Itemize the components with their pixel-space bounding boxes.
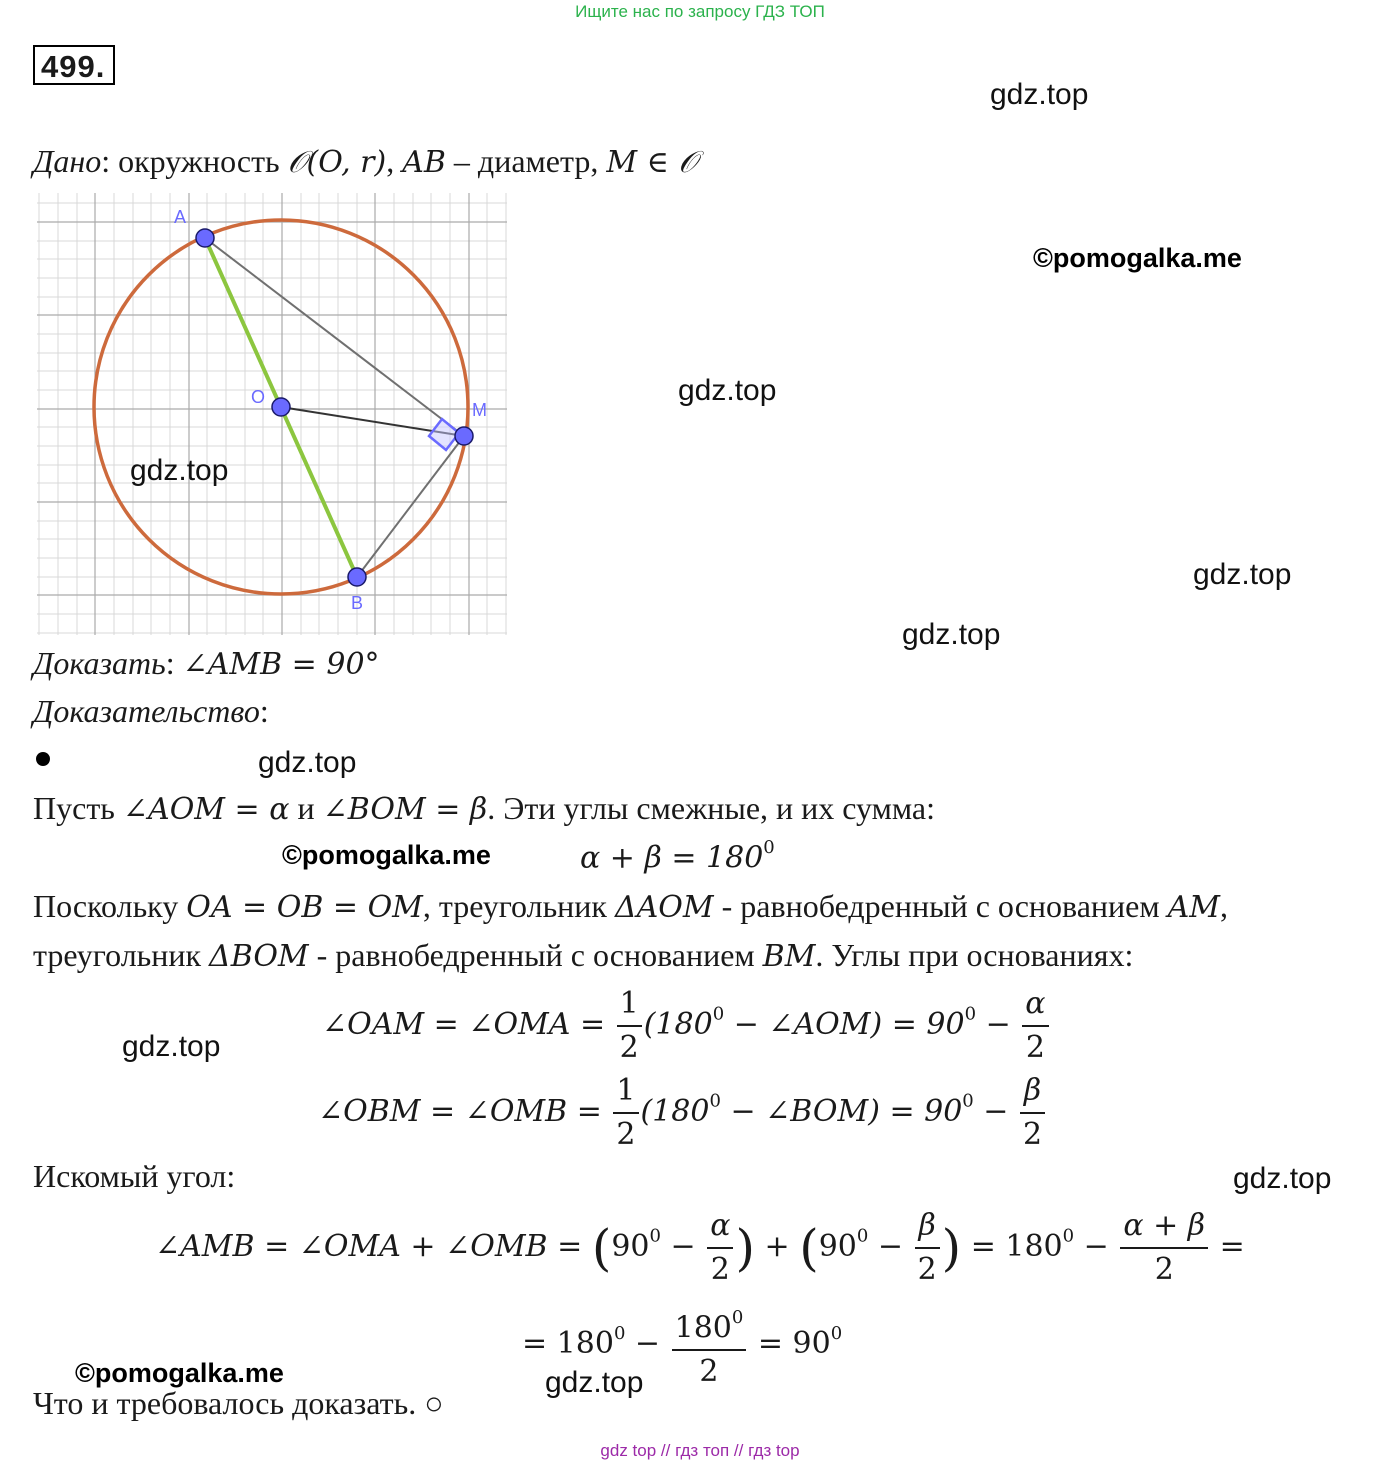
proof-colon: : [259, 693, 269, 729]
label-A: A [174, 207, 187, 227]
prove-line [33, 645, 380, 682]
watermark-gdz: gdz.top [1193, 558, 1292, 591]
superscript: 0 [1062, 1225, 1075, 1247]
math: 180 [674, 1310, 732, 1346]
text: и [289, 790, 323, 826]
superscript: 0 [649, 1225, 661, 1247]
numerator: α [710, 1208, 731, 1243]
text: . Эти углы смежные, и их сумма: [487, 790, 935, 826]
proof-label: Доказательство [33, 693, 260, 729]
denominator: 2 [613, 1112, 638, 1156]
math: = 180 [961, 1229, 1063, 1264]
watermark-gdz: gdz.top [130, 454, 229, 487]
conclusion: Что и требовалось доказать. ○ [33, 1385, 444, 1421]
segment-BM [357, 436, 464, 577]
point-A [196, 229, 214, 247]
fraction [672, 1297, 747, 1393]
given-line [33, 143, 697, 180]
superscript: 0 [830, 1322, 843, 1344]
math: 90 [818, 1229, 857, 1264]
given-diameter: AB [402, 145, 446, 180]
sought-label: Искомый угол: [33, 1158, 236, 1194]
bullet [36, 752, 50, 766]
prove-colon: : [165, 645, 183, 681]
superscript: 0 [613, 1322, 626, 1344]
superscript: 0 [964, 1003, 977, 1025]
text: , треугольник [422, 888, 615, 924]
math: − [976, 1007, 1021, 1042]
text: , [1220, 888, 1229, 924]
superscript: 0 [763, 837, 775, 858]
text: треугольник [33, 937, 210, 973]
given-label: Дано [33, 143, 102, 179]
fraction [617, 983, 642, 1069]
equation-3 [155, 1205, 1245, 1291]
denominator: 2 [1020, 1112, 1045, 1156]
paren-close: ) [941, 1219, 962, 1277]
text: . Углы при основаниях: [815, 937, 1134, 973]
text: Поскольку [33, 888, 187, 924]
math: AM [1167, 890, 1221, 925]
text: - равнобедренный с основанием [713, 888, 1168, 924]
proof-line-1 [33, 790, 935, 827]
numerator: α [1025, 986, 1046, 1021]
denominator: 2 [915, 1247, 940, 1291]
given-sep: , [386, 143, 403, 179]
numerator: β [1023, 1073, 1042, 1108]
math: ∠AMB = ∠OMA + ∠OMB = [155, 1229, 592, 1264]
label-O: O [251, 387, 266, 407]
given-text: : окружность [101, 143, 288, 179]
point-B [348, 568, 366, 586]
segment-AM [205, 238, 464, 436]
equation-1 [322, 983, 1051, 1069]
superscript: 0 [731, 1307, 744, 1328]
geometry-figure [37, 193, 507, 635]
math: − ∠BOM) = 90 [720, 1094, 963, 1129]
watermark-pomogalka: ©pomogalka.me [75, 1358, 284, 1388]
math: 90 [611, 1229, 650, 1264]
math: OA = OB = OM [186, 890, 423, 925]
math: BM [762, 939, 816, 974]
numerator: 1 [619, 986, 639, 1021]
label-M: M [472, 400, 487, 420]
fraction [707, 1205, 733, 1291]
denominator: 2 [1120, 1247, 1208, 1291]
equation-2 [318, 1070, 1047, 1156]
numerator: 1 [616, 1073, 636, 1108]
math: = [1210, 1229, 1245, 1264]
paren-close: ) [735, 1219, 755, 1277]
denominator: 2 [617, 1025, 642, 1069]
prove-label: Доказать [33, 645, 166, 681]
math: ∠BOM = β [322, 792, 488, 827]
watermark-pomogalka: ©pomogalka.me [1033, 243, 1242, 273]
math: α + β = 180 [580, 840, 764, 876]
paren-open: ( [591, 1219, 612, 1277]
fraction [1022, 983, 1048, 1069]
math: − [973, 1094, 1018, 1129]
numerator: α + β [1123, 1208, 1206, 1243]
denominator: 2 [672, 1349, 747, 1393]
point-O [272, 398, 290, 416]
problem-number: 499. [33, 45, 115, 85]
fraction [613, 1070, 638, 1156]
watermark-gdz: gdz.top [258, 746, 357, 779]
math: − [868, 1229, 913, 1264]
numerator [672, 1297, 747, 1349]
superscript: 0 [962, 1090, 974, 1112]
point-M [455, 427, 473, 445]
watermark-gdz: gdz.top [122, 1030, 221, 1063]
superscript: 0 [712, 1003, 725, 1025]
math: − [660, 1229, 706, 1264]
proof-line-3 [33, 937, 1133, 974]
watermark-gdz: gdz.top [678, 374, 777, 407]
denominator: 2 [1022, 1025, 1048, 1069]
equation-4 [522, 1297, 842, 1393]
fraction [1120, 1205, 1208, 1291]
math: + [754, 1229, 800, 1264]
prove-statement: ∠AMB = 90° [182, 647, 380, 682]
watermark-gdz: gdz.top [902, 618, 1001, 651]
math: (180 [640, 1094, 710, 1129]
given-circle: 𝒪(O, r) [287, 145, 387, 180]
proof-line-2 [33, 888, 1228, 925]
watermark-pomogalka: ©pomogalka.me [282, 840, 491, 870]
math: = 90 [748, 1326, 831, 1362]
math: = 180 [522, 1326, 614, 1362]
math: ΔAOM [614, 890, 714, 925]
proof-heading [33, 693, 269, 730]
superscript: 0 [709, 1090, 721, 1112]
numerator: β [918, 1208, 936, 1243]
text: Пусть [33, 790, 123, 826]
math: − [625, 1326, 670, 1362]
math: ΔBOM [209, 939, 309, 974]
given-diameter-text: – диаметр, [445, 143, 607, 179]
top-banner: Ищите нас по запросу ГДЗ ТОП [575, 2, 825, 21]
math: ∠OAM = ∠OMA = [322, 1007, 615, 1042]
math: ∠OBM = ∠OMB = [318, 1094, 612, 1129]
math: (180 [643, 1007, 713, 1042]
footer-links[interactable]: gdz top // гдз топ // гдз top [600, 1441, 800, 1460]
label-B: B [351, 593, 364, 613]
fraction [915, 1205, 940, 1291]
watermark-gdz: gdz.top [990, 78, 1089, 111]
math: − ∠AOM) = 90 [724, 1007, 965, 1042]
watermark-gdz: gdz.top [545, 1366, 644, 1399]
superscript: 0 [856, 1225, 869, 1247]
given-membership: M ∈ 𝒪 [606, 145, 698, 180]
math: − [1074, 1229, 1119, 1264]
paren-open: ( [799, 1219, 819, 1277]
text: - равнобедренный с основанием [308, 937, 763, 973]
watermark-gdz: gdz.top [1233, 1162, 1332, 1195]
denominator: 2 [707, 1247, 733, 1291]
fraction [1020, 1070, 1045, 1156]
math: ∠AOM = α [122, 792, 290, 827]
equation-sum [580, 837, 775, 875]
